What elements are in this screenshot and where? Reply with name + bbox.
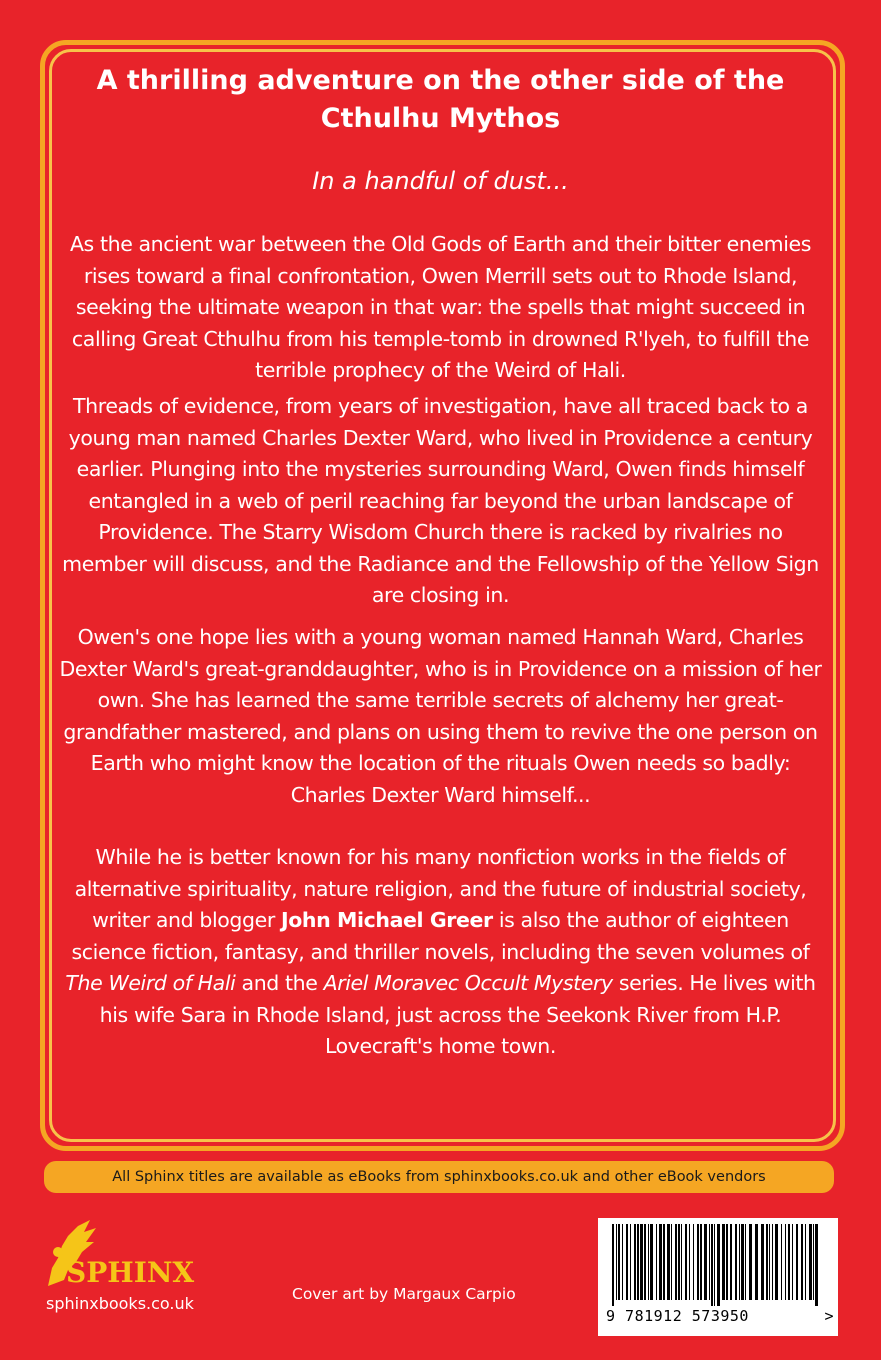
barcode-bar [697, 1224, 699, 1300]
author-bio-text: While he is better known for his many nonfiction works in the fields of alternative spirituality, nature religion, and the future of industrial society, writer and blogger [74, 845, 807, 932]
publisher-logo [38, 1218, 228, 1328]
barcode-bar [709, 1224, 710, 1300]
barcode-bar [644, 1224, 646, 1300]
blurb-paragraph-3: Owen's one hope lies with a young woman named Hannah Ward, Charles Dexter Ward's great-granddaughter, who is in Providence on a mission of her own. She has learned the same terrible secrets of alchemy her great-grandfather mastered, and plans on using them to revive the one person on Earth who might know the location of the rituals Owen needs so badly: Charles Dexter Ward himself... [59, 625, 822, 807]
barcode-bar [659, 1224, 662, 1300]
barcode-bar [781, 1224, 782, 1300]
barcode-bar [675, 1224, 677, 1300]
barcode-arrow: > [824, 1307, 834, 1325]
barcode-bar [775, 1224, 778, 1300]
tagline: A thrilling adventure on the other side of the Cthulhu Mythos [96, 65, 785, 134]
series-title: The Weird of Hali [65, 971, 236, 995]
blurb-paragraph-2: Threads of evidence, from years of investigation, have all traced back to a young man named Charles Dexter Ward, who lived in Providence a century earlier. Plunging into the mysteries surrounding Ward, Owen finds himself entangled in a web of peril reaching far beyond the urban landscape of Providence. The Starry Wisdom Church there is racked by rivalries no member will discuss, and the Radiance and the Fellowship of the Yellow Sign are closing in. [62, 394, 819, 607]
cover-art-credit: Cover art by Margaux Carpio [292, 1285, 516, 1303]
barcode-bar [663, 1224, 665, 1300]
barcode-bar [618, 1224, 620, 1300]
barcode-bar [749, 1224, 752, 1300]
author-bio-text: is also the author of eighteen science fiction, fantasy, and thriller novels, including the seven volumes of [71, 908, 810, 964]
barcode-bar [722, 1224, 725, 1300]
barcode-bar [656, 1224, 657, 1300]
barcode-bar [772, 1224, 773, 1300]
barcode-bar [711, 1224, 713, 1306]
barcode-bar [630, 1224, 631, 1300]
barcode-bar [745, 1224, 746, 1300]
barcode-bar [648, 1224, 649, 1300]
barcode-bar [637, 1224, 639, 1300]
barcode-bar [730, 1224, 732, 1300]
barcode-bars [606, 1224, 832, 1306]
barcode-bar [717, 1224, 720, 1306]
barcode-bar [739, 1224, 740, 1300]
series-title: Ariel Moravec Occult Mystery [323, 971, 613, 995]
barcode-bar [634, 1224, 636, 1300]
barcode-bar [801, 1224, 803, 1300]
barcode-bar [785, 1224, 786, 1300]
publisher-name: SPHINX [66, 1256, 195, 1289]
barcode-bar [626, 1224, 628, 1300]
barcode-bar [726, 1224, 728, 1300]
subhead: In a handful of dust... [312, 167, 569, 195]
ebook-notice: All Sphinx titles are available as eBooks from sphinxbooks.co.uk and other eBook vendors [112, 1169, 766, 1185]
barcode-bar [622, 1224, 623, 1300]
barcode-bar [805, 1224, 806, 1300]
barcode-bar [766, 1224, 768, 1300]
barcode-bar [640, 1224, 643, 1300]
barcode-bar [667, 1224, 670, 1300]
barcode-bar [741, 1224, 744, 1300]
author-name: John Michael Greer [280, 908, 493, 932]
ebook-notice-bar [44, 1161, 834, 1193]
isbn-barcode [598, 1218, 838, 1336]
publisher-url: sphinxbooks.co.uk [46, 1294, 194, 1313]
author-bio-text: and the [235, 971, 324, 995]
barcode-bar [693, 1224, 694, 1300]
barcode-bar [769, 1224, 770, 1300]
barcode-bar [689, 1224, 690, 1300]
barcode-bar [704, 1224, 707, 1300]
barcode-bar [755, 1224, 758, 1300]
barcode-bar [761, 1224, 764, 1300]
blurb-paragraph-1: As the ancient war between the Old Gods of Earth and their bitter enemies rises toward a final confrontation, Owen Merrill sets out to Rhode Island, seeking the ultimate weapon in that war: the spells that might succeed in calling Great Cthulhu from his temple-tomb in drowned R'lyeh, to fulfill the terrible prophecy of the Weird of Hali. [69, 232, 812, 382]
barcode-bar [809, 1224, 812, 1300]
barcode-bar [815, 1224, 818, 1306]
barcode-bar [616, 1224, 617, 1300]
author-bio [58, 842, 823, 1063]
barcode-bar [678, 1224, 680, 1300]
barcode-digits [606, 1307, 832, 1325]
barcode-bar [700, 1224, 702, 1300]
barcode-bar [714, 1224, 715, 1306]
isbn-number: 9 781912 573950 [606, 1307, 749, 1325]
barcode-bar [671, 1224, 672, 1300]
barcode-bar [612, 1224, 614, 1306]
barcode-bar [788, 1224, 790, 1300]
barcode-bar [813, 1224, 814, 1300]
author-bio-text: series. He lives with his wife Sara in Rhode Island, just across the Seekonk River from H.P. Lovecraft's home town. [99, 971, 816, 1058]
barcode-bar [681, 1224, 682, 1300]
barcode-bar [792, 1224, 793, 1300]
barcode-bar [685, 1224, 687, 1300]
barcode-bar [796, 1224, 798, 1300]
barcode-bar [735, 1224, 737, 1300]
barcode-bar [650, 1224, 653, 1300]
